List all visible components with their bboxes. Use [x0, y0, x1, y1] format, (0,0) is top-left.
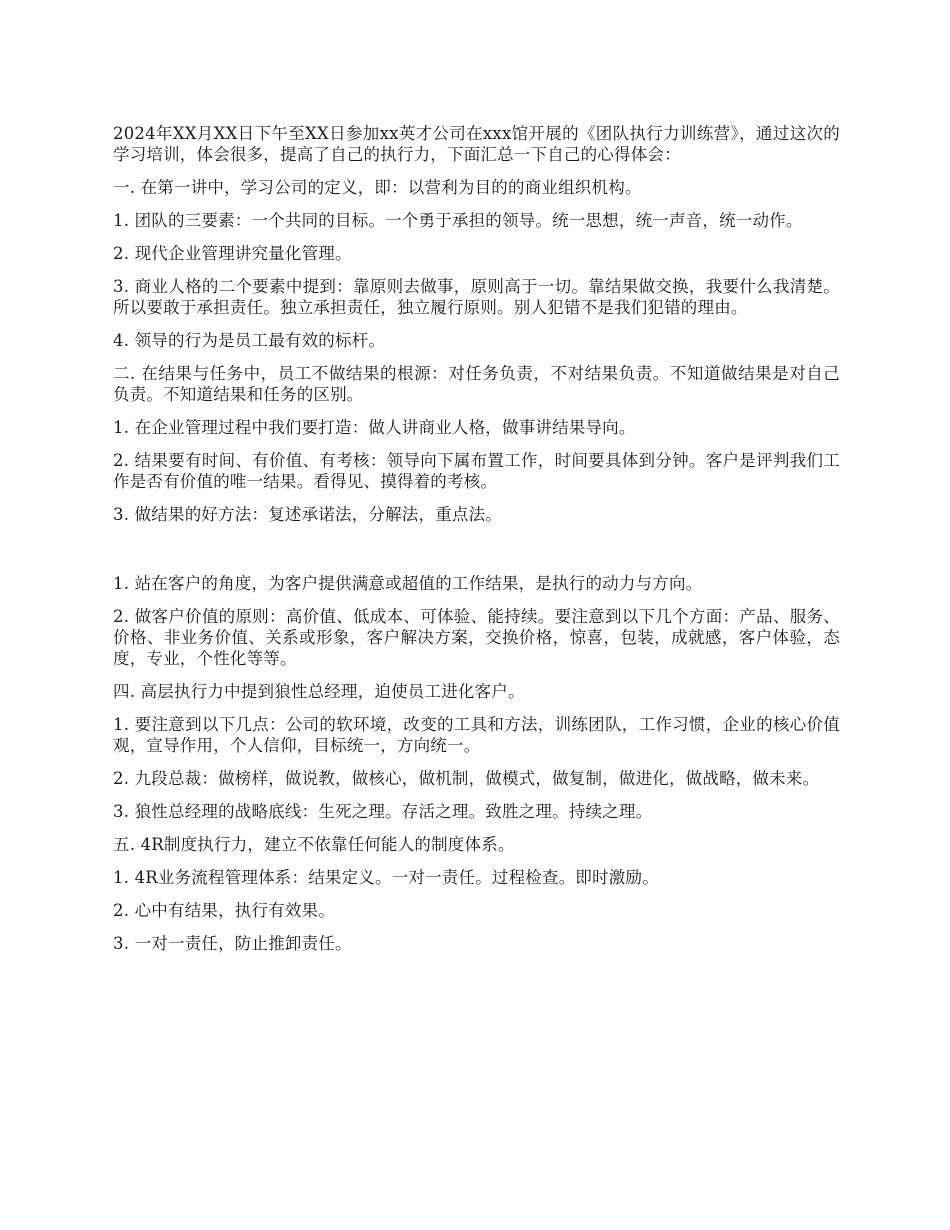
- section-3-item-1: 1. 站在客户的角度，为客户提供满意或超值的工作结果，是执行的动力与方向。: [113, 574, 703, 593]
- document-body: [113, 123, 840, 966]
- section-2-item-3: 3. 做结果的好方法：复述承诺法，分解法，重点法。: [113, 505, 502, 524]
- section-3-item-2: 2. 做客户价值的原则：高价值、低成本、可体验、能持续。要注意到以下几个方面：产品、服务、价格、非业务价值、关系或形象，客户解决方案，交换价格，惊喜，包装，成就感，客户体验，态度，专业，个性化等等。: [113, 607, 840, 668]
- section-1-item-4: 4. 领导的行为是员工最有效的标杆。: [113, 331, 386, 350]
- section-1-item-2: 2. 现代企业管理讲究量化管理。: [113, 244, 352, 263]
- section-1-heading: 一. 在第一讲中，学习公司的定义，即：以营利为目的的商业组织机构。: [113, 178, 642, 197]
- section-4-item-1: 1. 要注意到以下几点：公司的软环境，改变的工具和方法，训练团队，工作习惯，企业的核心价值观，宣导作用，个人信仰，目标统一，方向统一。: [113, 715, 840, 755]
- section-5-item-2: 2. 心中有结果，执行有效果。: [113, 901, 335, 920]
- section-4-heading: 四. 高层执行力中提到狼性总经理，迫使员工进化客户。: [113, 682, 525, 701]
- section-4-item-3: 3. 狼性总经理的战略底线：生死之理。存活之理。致胜之理。持续之理。: [113, 802, 653, 821]
- section-1-item-3: 3. 商业人格的二个要素中提到：靠原则去做事，原则高于一切。靠结果做交换，我要什么我清楚。所以要敢于承担责任。独立承担责任，独立履行原则。别人犯错不是我们犯错的理由。: [113, 277, 840, 317]
- intro-paragraph: 2024年XX月XX日下午至XX日参加xx英才公司在xxx馆开展的《团队执行力训练营》，通过这次的学习培训，体会很多，提高了自己的执行力，下面汇总一下自己的心得体会：: [113, 124, 840, 164]
- section-2-item-2: 2. 结果要有时间、有价值、有考核：领导向下属布置工作，时间要具体到分钟。客户是评判我们工作是否有价值的唯一结果。看得见、摸得着的考核。: [113, 451, 840, 491]
- section-5-heading: 五. 4R制度执行力，建立不依靠任何能人的制度体系。: [113, 835, 515, 854]
- section-4-item-2: 2. 九段总裁：做榜样，做说教，做核心，做机制，做模式，做复制，做进化，做战略，做未来。: [113, 769, 820, 788]
- section-5-item-1: 1. 4R业务流程管理体系：结果定义。一对一责任。过程检查。即时激励。: [113, 868, 659, 887]
- section-5-item-3: 3. 一对一责任，防止推卸责任。: [113, 934, 352, 953]
- section-2-item-1: 1. 在企业管理过程中我们要打造：做人讲商业人格，做事讲结果导向。: [113, 418, 636, 437]
- section-2-heading: 二. 在结果与任务中，员工不做结果的根源：对任务负责，不对结果负责。不知道做结果是对自己负责。不知道结果和任务的区别。: [113, 364, 840, 404]
- section-1-item-1: 1. 团队的三要素：一个共同的目标。一个勇于承担的领导。统一思想，统一声音，统一动作。: [113, 211, 803, 230]
